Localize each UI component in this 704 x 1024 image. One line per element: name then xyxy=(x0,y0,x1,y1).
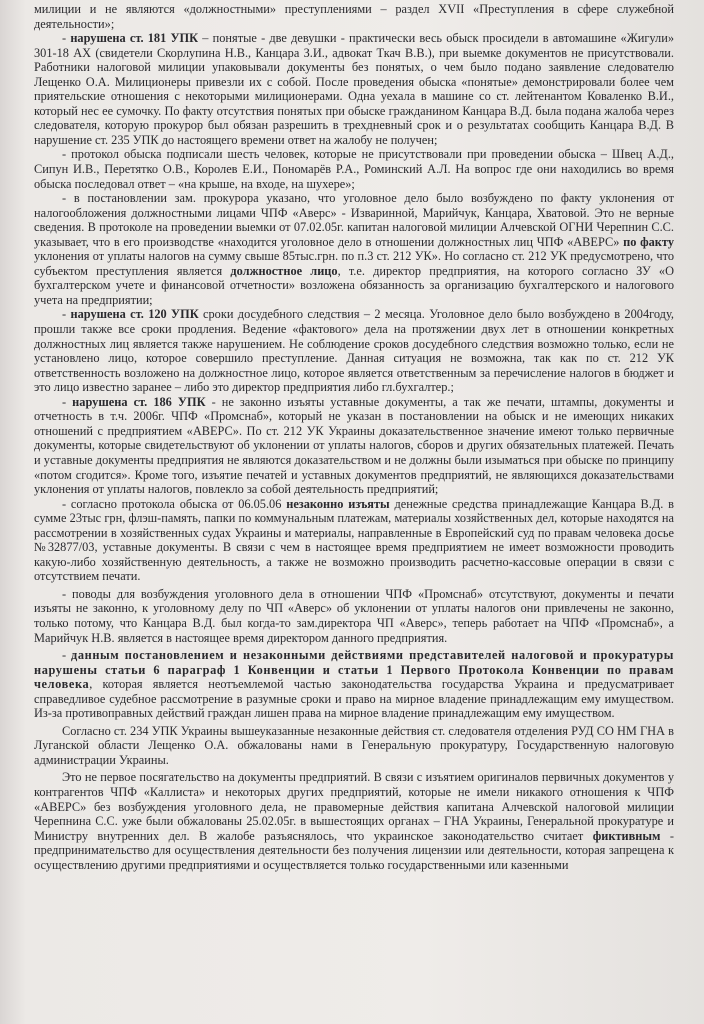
bold-text-run: должностное лицо xyxy=(230,263,338,278)
text-run: уклонения от уплаты налогов на сумму свыше 85тыс.грн. по п.3 ст. 212 УК». Но согласно ст. 212 УК предусмотрено, что субъектом преступления является xyxy=(34,249,674,278)
text-run: , которая является неотъемлемой частью законодательства государства Украина и предусматривает справедливое судебное рассмотрение в разумные сроки и право на мирное владение принадлежащим ему имуществом. Из-за противоправных действий граждан лишен права на мирное владение принадлежащим ему имуществом. xyxy=(34,677,674,721)
paragraph-6 xyxy=(34,497,674,584)
bold-text-run: нарушена ст. 181 УПК xyxy=(70,31,199,46)
text-run: - xyxy=(62,307,71,322)
text-run: - согласно протокола обыска от 06.05.06 xyxy=(62,496,287,511)
paragraph-9 xyxy=(34,724,674,768)
text-run: - в постановлении зам. прокурора указано, что уголовное дело было возбуждено по факту уклонения от налогообложения должностными лицами ЧПФ «Аверс» - Изваринной, Марийчук, Канцара, Хватовой. Это не верные сведения. В протоколе на проведении выемки от 07.02.05г. капитан налоговой милиции Алчевской ОГНИ Черепнин С.С. указывает, что в его производстве «находится уголовное дело в отношении должностных лиц ЧПФ «АВЕРС» xyxy=(34,191,674,249)
document-body xyxy=(34,2,674,872)
text-run: - не законно изъяты уставные документы, а так же печати, штампы, документы и отчетность в т.ч. 2006г. ЧПФ «Промснаб», который не указан в постановлении на обыск и не имеющих никаких отношений с предприятием «АВЕРС». По ст. 212 УК Украины доказательственное значение имеют только первичные документы, которые свидетельствуют об уклонении от уплаты налогов, сборов и других обязательных платежей. Печать и уставные документы предприятия не являются доказательством и не должны были изыматься при обыске по принципу «потом сгодится». Кроме того, изъятие печатей и уставных документов предприятий, не являющихся доказательствами уклонения от уплаты налогов, повлекло за собой деятельность предприятий; xyxy=(34,394,674,497)
paragraph-2 xyxy=(34,147,674,191)
text-run: сроки досудебного следствия – 2 месяца. Уголовное дело было возбуждено в 2004году, прошли также все сроки продления. Ведение «фактового» дела на протяжении двух лет в отношении конкретных должностных лиц является также нарушением. Не соблюдение сроков досудебного следствия возможно только, если не установлено лицо, которое совершило преступление. Данная ситуация не возможна, так как по ст. 212 УК ответственность возложено на должностное лицо, которое является ответственным за перечисление налогов в бюджет и это лицо известно заранее – либо это директор предприятия либо гл.бухгалтер.; xyxy=(34,307,674,395)
text-run: - xyxy=(62,31,71,46)
text-run: - протокол обыска подписали шесть человек, которые не присутствовали при проведении обыска – Швец А.Д., Сипун И.В., Перетятко О.В., Королев Е.И., Пономарёв Р.А., Роминский А.Л. На вопрос где они находились во время обыска последовал ответ – «на крыше, на входе, на шухере»; xyxy=(34,147,674,191)
text-run: Согласно ст. 234 УПК Украины вышеуказанные незаконные действия ст. следователя отделения РУД СО НМ ГНА в Луганской области Лещенко О.А. обжалованы нами в Генеральную прокуратуру, Государственную налоговую администрации Украины. xyxy=(34,723,674,767)
text-run: – понятые - две девушки - практически весь обыск просидели в автомашине «Жигули» 301-18 АХ (свидетели Скорлупина Н.В., Канцара З.И., адвокат Ткач В.В.), при выемке документов не присутствовали. Работники налоговой милиции упаковывали документы без понятых, о чем было подано заявление следователю Лещенко О.А. Милиционеры привезли их с собой. После проведения обыска «понятые» демонстрировали более чем приятельские отношения с некоторыми милиционерами. Одна уехала в машине со ст. лейтенантом Коваленко В.И., который нес ее сумочку. По факту отсутствия понятых при обыске гражданином Канцара В.Д. была подана жалоба через следователя, которую прокурор был обязан разрешить в трехдневный срок и о результатах сообщить Канцара В.Д. В нарушение ст. 235 УПК до настоящего времени ответ на жалобу не получен; xyxy=(34,31,674,147)
text-run: Это не первое посягательство на документы предприятий. В связи с изъятием оригиналов первичных документов у контрагентов ЧПФ «Каллиста» и некоторых других предприятий, которые не имели никакого отношения к ЧПФ «АВЕРС» без возбуждения уголовного дела, не правомерные действия капитана Алчевской налоговой милиции Черепнина С.С. уже были обжалованы 25.02.05г. в вышестоящих органах – ГНА Украины, Генеральной прокуратуре и Министру внутренних дел. В жалобе разъяснялось, что украинское законодательство считает xyxy=(34,770,674,843)
paragraph-5 xyxy=(34,395,674,497)
paragraph-7 xyxy=(34,587,674,645)
paragraph-1 xyxy=(34,31,674,147)
bold-text-run: фиктивным xyxy=(592,828,661,843)
paragraph-8 xyxy=(34,648,674,721)
text-run: - xyxy=(62,394,73,409)
bold-text-run: данным постановлением и незаконными действиями представителей налоговой и прокуратуры нарушены статьи 6 параграф 1 Конвенции и статьи 1 Первого Протокола Конвенции по правам человека xyxy=(34,648,674,692)
bold-text-run: незаконно изъяты xyxy=(286,496,390,511)
bold-text-run: по факту xyxy=(623,234,674,249)
bold-text-run: нарушена ст. 120 УПК xyxy=(70,307,199,322)
text-run: - предпринимательство для осуществления деятельности без получения лицензии или деятельности, которая запрещена к осуществлению другими предприятиями и осуществляется только государственными или казенными xyxy=(34,828,674,872)
text-run: денежные средства принадлежащие Канцара В.Д. в сумме 23тыс грн, флэш-память, папки по коммунальным платежам, материалы хозяйственных дел, которые находятся на рассмотрении в хозяйственных судах Украины и материалы, направленные в Европейский суд по правам человека досье №32877/03, уставные документы. В связи с чем в настоящее время предприятием не имеет возможности проводить какую-либо хозяйственную деятельность, а также не возможно производить расчетно-кассовые операции в связи с отсутствием печати. xyxy=(34,496,675,584)
text-run: - xyxy=(62,648,71,663)
paragraph-10 xyxy=(34,770,674,872)
paragraph-0 xyxy=(34,2,674,31)
text-run: - поводы для возбуждения уголовного дела в отношении ЧПФ «Промснаб» отсутствуют, документы и печати изъяты не законно, к уголовному делу по ЧП «Аверс» об уклонении от уплаты налогов они привлечены не законно, только потому, что Канцара В.Д. был когда-то зам.директора ЧП «Аверс», теперь работает на ЧПФ «Промснаб», а Марийчук Н.В. является в настоящее время директором данного предприятия. xyxy=(34,586,674,645)
text-run: , т.е. директор предприятия, на которого согласно ЗУ «О бухгалтерском учете и финансовой отчетности» возложена обязанность за организацию бухгалтерского и налогового учета на предприятии; xyxy=(34,263,675,307)
paragraph-4 xyxy=(34,307,674,394)
bold-text-run: нарушена ст. 186 УПК xyxy=(72,394,206,409)
text-run: милиции и не являются «должностными» преступлениями – раздел XVII «Преступления в сфере служебной деятельности»; xyxy=(34,2,674,31)
paragraph-3 xyxy=(34,191,674,307)
